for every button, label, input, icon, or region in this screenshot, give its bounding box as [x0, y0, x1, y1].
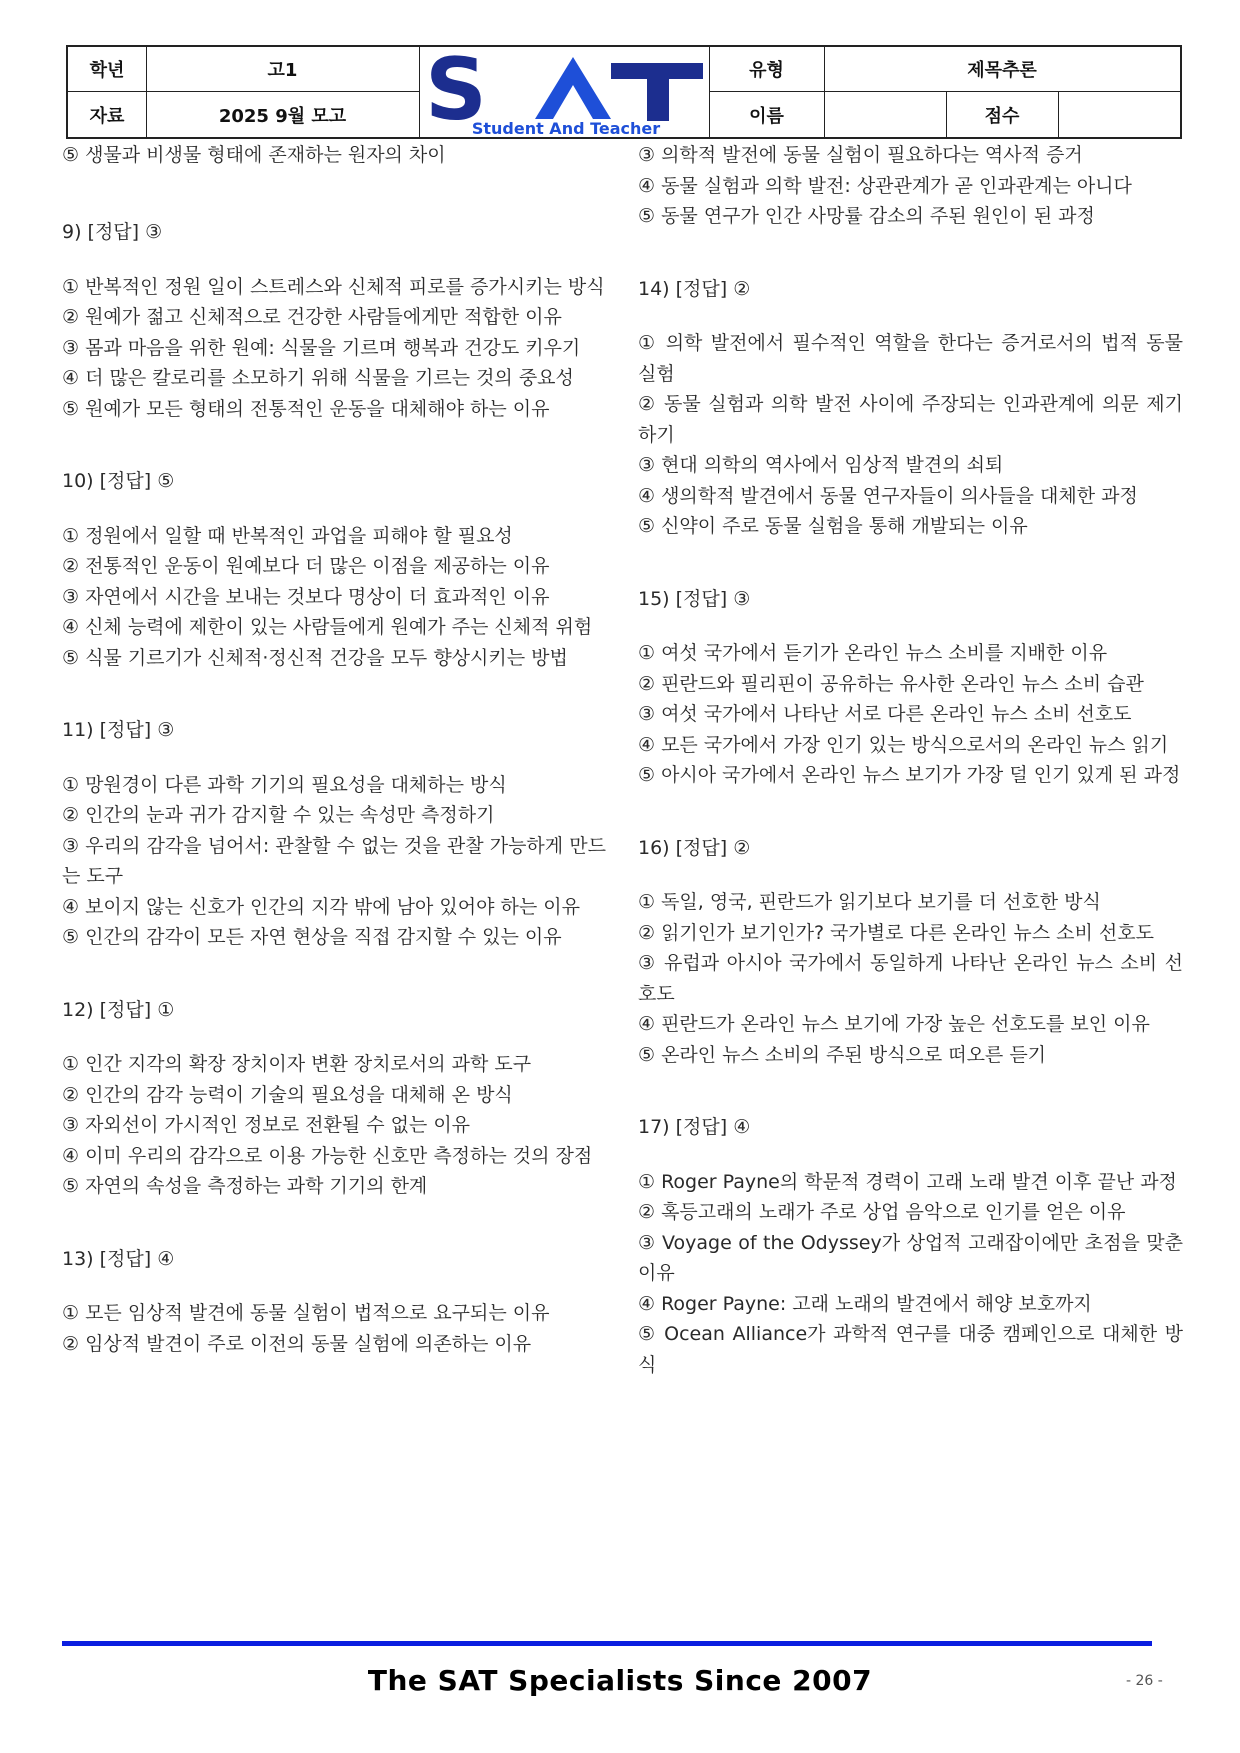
option-line: ③ 여섯 국가에서 나타난 서로 다른 온라인 뉴스 소비 선호도 — [638, 703, 1132, 725]
option-line: ② 읽기인가 보기인가? 국가별로 다른 온라인 뉴스 소비 선호도 — [638, 921, 1154, 944]
score-field[interactable] — [1058, 92, 1180, 138]
answer-line: 17) [정답] ④ — [638, 1116, 751, 1138]
option-line: ⑤ 동물 연구가 인간 사망률 감소의 주된 원인이 된 과정 — [638, 205, 1095, 227]
option-line: ④ 모든 국가에서 가장 인기 있는 방식으로서의 온라인 뉴스 읽기 — [638, 733, 1169, 756]
material-label: 자료 — [89, 106, 125, 127]
sat-logo — [423, 49, 709, 137]
option-line: ⑤ 아시아 국가에서 온라인 뉴스 보기가 가장 덜 인기 있게 된 과정 — [638, 764, 1181, 786]
type-label: 유형 — [749, 60, 784, 81]
option-line: ③ 몸과 마음을 위한 원예: 식물을 기르며 행복과 건강도 키우기 — [62, 336, 581, 359]
option-line: ① 인간 지각의 확장 장치이자 변환 장치로서의 과학 도구 — [62, 1053, 532, 1075]
option-line: ③ 자연에서 시간을 보내는 것보다 명상이 더 효과적인 이유 — [62, 585, 550, 608]
option-line: ⑤ 인간의 감각이 모든 자연 현상을 직접 감지할 수 있는 이유 — [62, 926, 562, 948]
grade-label: 학년 — [89, 60, 125, 81]
option-line: ① 반복적인 정원 일이 스트레스와 신체적 피로를 증가시키는 방식 — [62, 275, 605, 298]
option-line: ② 동물 실험과 의학 발전 사이에 주장되는 인과관계에 의문 제기하기 — [638, 393, 1183, 446]
option-line: ⑤ 원예가 모든 형태의 전통적인 운동을 대체해야 하는 이유 — [62, 397, 550, 420]
option-line: ④ 생의학적 발견에서 동물 연구자들이 의사들을 대체한 과정 — [638, 484, 1138, 507]
material-value: 2025 9월 모고 — [218, 106, 347, 127]
page-number: - 26 - — [1126, 1673, 1163, 1689]
answer-line: 16) [정답] ② — [638, 836, 751, 859]
footer-slogan: The SAT Specialists Since 2007 — [367, 1664, 873, 1697]
option-line: ⑤ 온라인 뉴스 소비의 주된 방식으로 떠오른 듣기 — [638, 1043, 1047, 1066]
option-line: ② 인간의 감각 능력이 기술의 필요성을 대체해 온 방식 — [62, 1083, 513, 1106]
option-line: ④ 이미 우리의 감각으로 이용 가능한 신호만 측정하는 것의 장점 — [62, 1144, 593, 1167]
answer-line: 11) [정답] ③ — [62, 719, 175, 741]
footer-rule — [62, 1641, 1152, 1646]
answer-line: 14) [정답] ② — [638, 277, 751, 300]
option-line: ⑤ Ocean Alliance가 과학적 연구를 대중 캠페인으로 대체한 방식 — [638, 1323, 1183, 1376]
header-table — [66, 45, 1182, 139]
name-field[interactable] — [824, 92, 946, 138]
left-column — [62, 140, 606, 1359]
logo-letter-t-stem — [647, 63, 669, 121]
option-line: ④ 핀란드가 온라인 뉴스 보기에 가장 높은 선호도를 보인 이유 — [638, 1013, 1150, 1035]
option-line: ④ 보이지 않는 신호가 인간의 지각 밖에 남아 있어야 하는 이유 — [62, 895, 580, 918]
option-line: ④ 신체 능력에 제한이 있는 사람들에게 원예가 주는 신체적 위험 — [62, 616, 593, 638]
option-line: ① 독일, 영국, 핀란드가 읽기보다 보기를 더 선호한 방식 — [638, 891, 1101, 913]
option-line: ② 전통적인 운동이 원예보다 더 많은 이점을 제공하는 이유 — [62, 555, 550, 577]
option-line: ① 의학 발전에서 필수적인 역할을 한다는 증거로서의 법적 동물 실험 — [638, 332, 1183, 385]
option-line: ⑤ 자연의 속성을 측정하는 과학 기기의 한계 — [62, 1175, 428, 1197]
option-line: ② 핀란드와 필리핀이 공유하는 유사한 온라인 뉴스 소비 습관 — [638, 672, 1144, 695]
score-label: 점수 — [984, 106, 1020, 127]
option-line: ② 혹등고래의 노래가 주로 상업 음악으로 인기를 얻은 이유 — [638, 1201, 1126, 1223]
logo-letter-a — [535, 57, 611, 119]
grade-value: 고1 — [267, 60, 298, 81]
option-line: ① 모든 임상적 발견에 동물 실험이 법적으로 요구되는 이유 — [62, 1302, 550, 1324]
option-line: ① 망원경이 다른 과학 기기의 필요성을 대체하는 방식 — [62, 773, 507, 796]
option-line: ① 여섯 국가에서 듣기가 온라인 뉴스 소비를 지배한 이유 — [638, 642, 1108, 664]
name-label: 이름 — [749, 106, 784, 127]
option-line: ④ 동물 실험과 의학 발전: 상관관계가 곧 인과관계는 아니다 — [638, 174, 1132, 197]
option-line: ③ 현대 의학의 역사에서 임상적 발견의 쇠퇴 — [638, 454, 1004, 476]
option-line: ③ 우리의 감각을 넘어서: 관찰할 수 없는 것을 관찰 가능하게 만드는 도구 — [62, 834, 606, 887]
answer-line: 10) [정답] ⑤ — [62, 470, 175, 492]
answer-line: 13) [정답] ④ — [62, 1247, 175, 1270]
option-line: ② 원예가 젊고 신체적으로 건강한 사람들에게만 적합한 이유 — [62, 306, 562, 328]
option-line: ① Roger Payne의 학문적 경력이 고래 노래 발견 이후 끝난 과정 — [638, 1170, 1177, 1193]
option-line: ② 인간의 눈과 귀가 감지할 수 있는 속성만 측정하기 — [62, 804, 495, 826]
option-line: ③ Voyage of the Odyssey가 상업적 고래잡이에만 초점을 맞춘 이유 — [638, 1231, 1183, 1284]
logo-letter-s: S — [425, 49, 487, 137]
option-line: ③ 유럽과 아시아 국가에서 동일하게 나타난 온라인 뉴스 소비 선호도 — [638, 952, 1183, 1005]
option-line: ③ 의학적 발전에 동물 실험이 필요하다는 역사적 증거 — [638, 144, 1083, 166]
option-line: ⑤ 식물 기르기가 신체적·정신적 건강을 모두 향상시키는 방법 — [62, 646, 568, 669]
divider — [419, 47, 420, 137]
option-line: ① 정원에서 일할 때 반복적인 과업을 피해야 할 필요성 — [62, 524, 513, 547]
answer-line: 12) [정답] ① — [62, 998, 175, 1021]
option-line: ③ 자외선이 가시적인 정보로 전환될 수 없는 이유 — [62, 1114, 471, 1136]
option-line: ⑤ 신약이 주로 동물 실험을 통해 개발되는 이유 — [638, 515, 1028, 537]
answer-line: 9) [정답] ③ — [62, 221, 163, 243]
option-line: ④ Roger Payne: 고래 노래의 발견에서 해양 보호까지 — [638, 1292, 1092, 1315]
logo-tagline: Student And Teacher — [471, 119, 661, 137]
option-line: ④ 더 많은 칼로리를 소모하기 위해 식물을 기르는 것의 중요성 — [62, 367, 574, 389]
type-value: 제목추론 — [967, 60, 1037, 81]
answer-line: 15) [정답] ③ — [638, 587, 751, 610]
right-column — [638, 140, 1183, 1380]
option-line: ⑤ 생물과 비생물 형태에 존재하는 원자의 차이 — [62, 144, 446, 166]
option-line: ② 임상적 발견이 주로 이전의 동물 실험에 의존하는 이유 — [62, 1332, 532, 1355]
